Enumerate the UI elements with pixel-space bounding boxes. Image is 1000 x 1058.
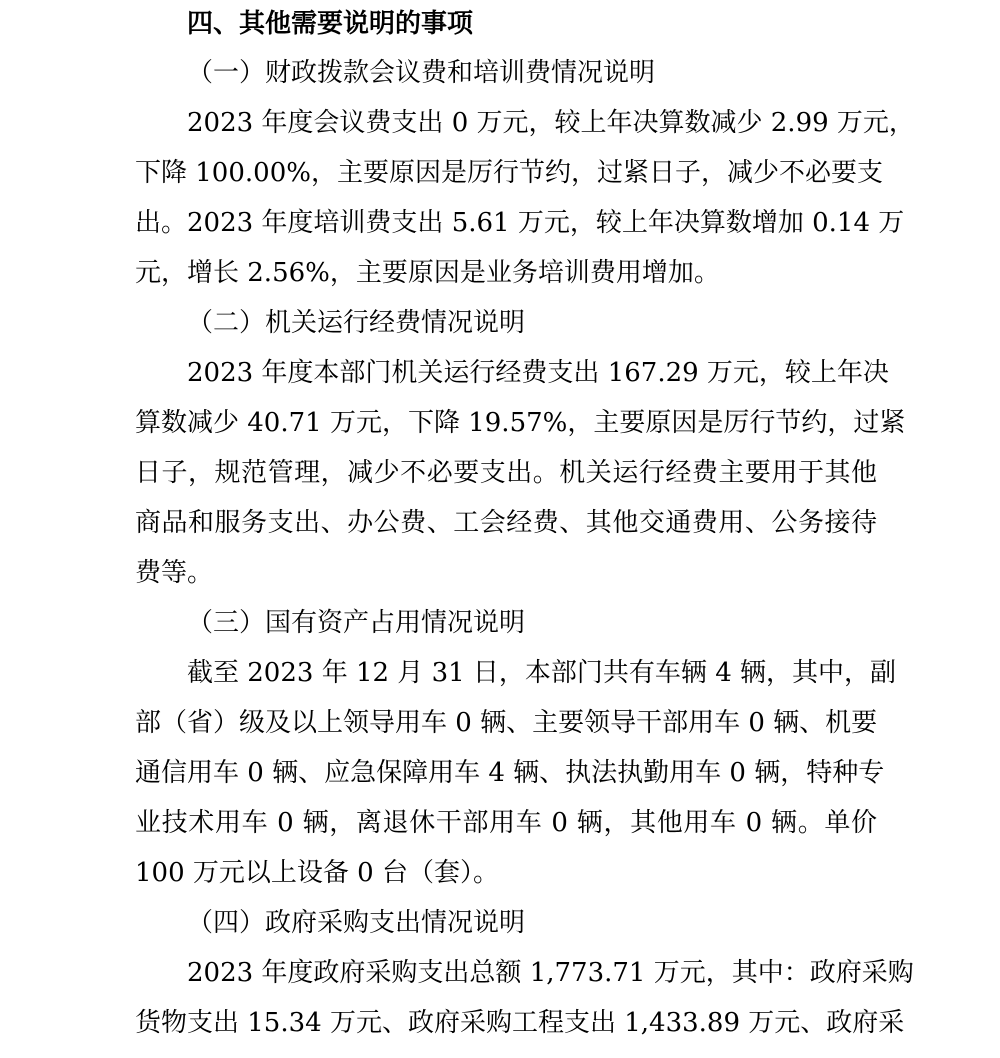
paragraph-line: 2023 年度会议费支出 0 万元，较上年决算数减少 2.99 万元， [187,108,915,138]
paragraph-line: 截至 2023 年 12 月 31 日，本部门共有车辆 4 辆，其中，副 [187,658,896,688]
subsection-heading-procurement: （四）政府采购支出情况说明 [187,908,526,938]
document-page [135,0,915,1048]
subsection-heading-operating-funds: （二）机关运行经费情况说明 [187,308,526,338]
paragraph-line: 元，增长 2.56%，主要原因是业务培训费用增加。 [135,258,720,288]
paragraph-line: 货物支出 15.34 万元、政府采购工程支出 1,433.89 万元、政府采 [135,1008,905,1038]
paragraph-line: 出。2023 年度培训费支出 5.61 万元，较上年决算数增加 0.14 万 [135,208,905,238]
paragraph-line: 2023 年度政府采购支出总额 1,773.71 万元，其中：政府采购 [187,958,914,988]
paragraph-line: 下降 100.00%，主要原因是厉行节约，过紧日子，减少不必要支 [135,158,883,188]
subsection-heading-meeting-training: （一）财政拨款会议费和培训费情况说明 [187,58,656,88]
paragraph-line: 100 万元以上设备 0 台（套）。 [135,858,499,888]
paragraph-line: 费等。 [135,558,214,588]
paragraph-line: 日子，规范管理，减少不必要支出。机关运行经费主要用于其他 [135,458,877,488]
paragraph-line: 业技术用车 0 辆，离退休干部用车 0 辆，其他用车 0 辆。单价 [135,808,877,838]
paragraph-line: 通信用车 0 辆、应急保障用车 4 辆、执法执勤用车 0 辆，特种专 [135,758,885,788]
paragraph-line: 部（省）级及以上领导用车 0 辆、主要领导干部用车 0 辆、机要 [135,708,878,738]
paragraph-line: 2023 年度本部门机关运行经费支出 167.29 万元，较上年决 [187,358,889,388]
subsection-heading-state-assets: （三）国有资产占用情况说明 [187,608,526,638]
section-title: 四、其他需要说明的事项 [187,9,474,39]
paragraph-line: 商品和服务支出、办公费、工会经费、其他交通费用、公务接待 [135,508,877,538]
paragraph-line: 算数减少 40.71 万元，下降 19.57%，主要原因是厉行节约，过紧 [135,408,906,438]
